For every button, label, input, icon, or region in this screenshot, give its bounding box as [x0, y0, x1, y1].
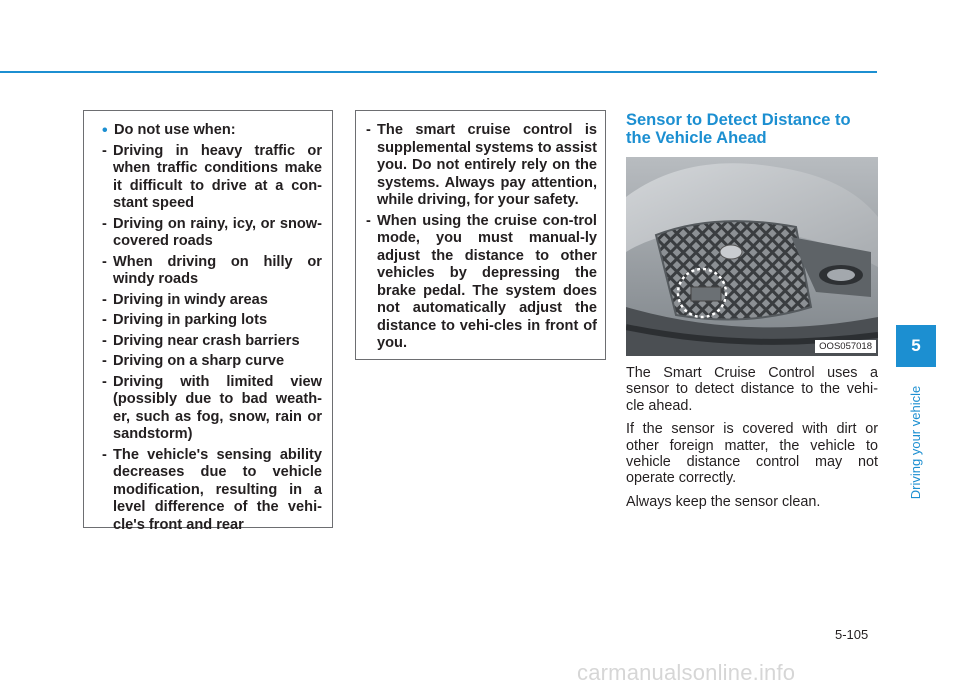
- list-item: - Driving near crash barriers: [102, 333, 322, 351]
- page-number: 5-105: [835, 627, 869, 642]
- list-item: - The smart cruise control is supplemental systems to assist you. Do not entirely rely on the systems. Always pay attention, while driving, for your safety.: [366, 122, 597, 210]
- section-body: [626, 365, 878, 517]
- car-front-illustration: [626, 157, 878, 356]
- list-item: - Driving on rainy, icy, or snow-covered roads: [102, 216, 322, 251]
- list-item: - Driving in windy areas: [102, 292, 322, 310]
- list-item: - Driving in parking lots: [102, 312, 322, 330]
- list-item: - Driving in heavy traffic or when traffic conditions make it difficult to drive at a con-stant speed: [102, 143, 322, 213]
- sensor-photo: [626, 157, 878, 356]
- list-item: - When using the cruise con-trol mode, you must manual-ly adjust the distance to other vehicles by depressing the brake pedal. The system does not automatically adjust the distance to vehi-cles in front of you.: [366, 213, 597, 353]
- watermark: carmanualsonline.info: [577, 660, 796, 685]
- caution-box-left: [83, 110, 333, 533]
- bullet-dot-icon: •: [102, 122, 108, 139]
- paragraph: Always keep the sensor clean.: [626, 493, 821, 510]
- image-code: OOS057018: [815, 340, 876, 353]
- bullet-heading: [102, 122, 322, 140]
- caution-list: [366, 122, 597, 353]
- caution-box-right: [355, 110, 606, 360]
- header-rule: [0, 71, 877, 73]
- list-item: - Driving with limited view (possibly due to bad weath-er, such as fog, snow, rain or sandstorm): [102, 374, 322, 444]
- chapter-number-tab: 5: [896, 325, 936, 367]
- list-item: - When driving on hilly or windy roads: [102, 254, 322, 289]
- condition-list: [102, 143, 322, 535]
- paragraph: If the sensor is covered with dirt or other foreign matter, the vehicle to vehicle distance control may not operate correctly.: [626, 421, 878, 487]
- chapter-label-text: Driving your vehicle: [908, 385, 924, 499]
- section-title: Sensor to Detect Distance to the Vehicle Ahead: [626, 111, 851, 147]
- list-item: - Driving on a sharp curve: [102, 353, 322, 371]
- list-item: - The vehicle's sensing ability decreases due to vehicle modification, resulting in a level difference of the vehi-cle's front and rear: [102, 447, 322, 535]
- paragraph: The Smart Cruise Control uses a sensor to detect distance to the vehi-cle ahead.: [626, 365, 878, 414]
- bullet-heading-text: Do not use when:: [114, 122, 236, 138]
- chapter-label: [896, 372, 936, 512]
